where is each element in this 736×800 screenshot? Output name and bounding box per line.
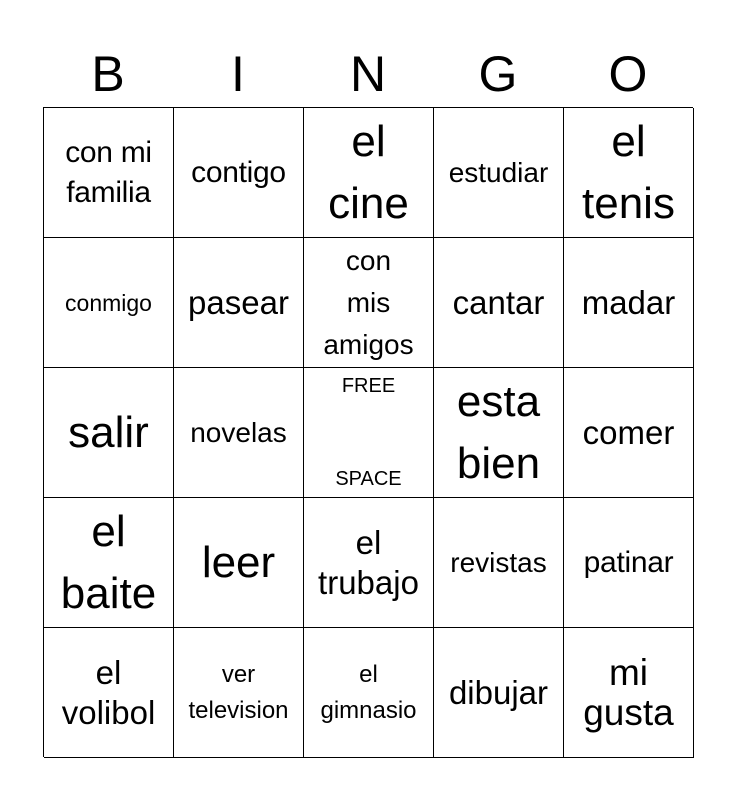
bingo-cell-r2-c3[interactable] xyxy=(434,368,564,498)
bingo-cell-text: novelas xyxy=(190,416,287,448)
bingo-cell-r1-c1[interactable] xyxy=(174,238,304,368)
bingo-header xyxy=(43,45,693,103)
bingo-cell-text: el trubajo xyxy=(318,523,419,601)
bingo-cell-text: conmigo xyxy=(65,289,152,316)
free-space-cell[interactable] xyxy=(304,368,434,498)
bingo-board xyxy=(43,107,693,757)
header-letter-g: G xyxy=(478,46,518,102)
bingo-cell-text: madar xyxy=(581,283,676,321)
bingo-cell-r3-c0[interactable] xyxy=(44,498,174,628)
free-space-label-bottom: SPACE xyxy=(335,468,402,490)
bingo-cell-text: el baite xyxy=(60,506,157,618)
bingo-cell-text: mi gusta xyxy=(583,651,674,733)
bingo-cell-r3-c4[interactable] xyxy=(564,498,694,628)
bingo-cell-r1-c0[interactable] xyxy=(44,238,174,368)
bingo-cell-r1-c3[interactable] xyxy=(434,238,564,368)
header-letter-i: I xyxy=(231,46,245,102)
bingo-cell-r4-c2[interactable] xyxy=(304,628,434,758)
bingo-cell-r1-c4[interactable] xyxy=(564,238,694,368)
bingo-cell-r2-c1[interactable] xyxy=(174,368,304,498)
bingo-cell-r4-c1[interactable] xyxy=(174,628,304,758)
bingo-cell-r1-c2[interactable] xyxy=(304,238,434,368)
bingo-cell-r3-c3[interactable] xyxy=(434,498,564,628)
bingo-cell-text: leer xyxy=(201,537,276,587)
bingo-cell-r2-c4[interactable] xyxy=(564,368,694,498)
bingo-cell-r3-c1[interactable] xyxy=(174,498,304,628)
bingo-cell-text: patinar xyxy=(583,545,674,579)
bingo-cell-r0-c4[interactable] xyxy=(564,108,694,238)
bingo-cell-text: contigo xyxy=(191,155,286,189)
bingo-cell-r0-c1[interactable] xyxy=(174,108,304,238)
bingo-cell-text: el volibol xyxy=(61,653,156,731)
bingo-cell-text: revistas xyxy=(450,546,547,578)
bingo-cell-text: ver television xyxy=(188,660,289,724)
bingo-cell-r4-c0[interactable] xyxy=(44,628,174,758)
header-letter-b: B xyxy=(91,46,125,102)
bingo-cell-text: con mi familia xyxy=(65,135,152,209)
bingo-cell-r0-c0[interactable] xyxy=(44,108,174,238)
bingo-cell-text: con mis amigos xyxy=(323,244,414,360)
bingo-cell-text: salir xyxy=(68,407,149,457)
bingo-cell-text: pasear xyxy=(188,283,289,321)
bingo-cell-r0-c3[interactable] xyxy=(434,108,564,238)
bingo-cell-r2-c0[interactable] xyxy=(44,368,174,498)
bingo-cell-text: cantar xyxy=(452,283,545,321)
bingo-cell-text: comer xyxy=(582,413,675,451)
header-letter-n: N xyxy=(349,46,387,102)
bingo-cell-text: el tenis xyxy=(582,116,675,228)
bingo-cell-r3-c2[interactable] xyxy=(304,498,434,628)
free-space-label-top: FREE xyxy=(341,375,396,397)
bingo-cell-text: estudiar xyxy=(448,156,549,188)
bingo-cell-text: el cine xyxy=(328,116,409,228)
bingo-cell-r4-c3[interactable] xyxy=(434,628,564,758)
bingo-cell-r0-c2[interactable] xyxy=(304,108,434,238)
bingo-cell-text: dibujar xyxy=(448,673,549,711)
bingo-cell-text: esta bien xyxy=(456,376,541,488)
header-letter-o: O xyxy=(608,46,648,102)
bingo-cell-r4-c4[interactable] xyxy=(564,628,694,758)
bingo-cell-text: el gimnasio xyxy=(320,660,417,724)
